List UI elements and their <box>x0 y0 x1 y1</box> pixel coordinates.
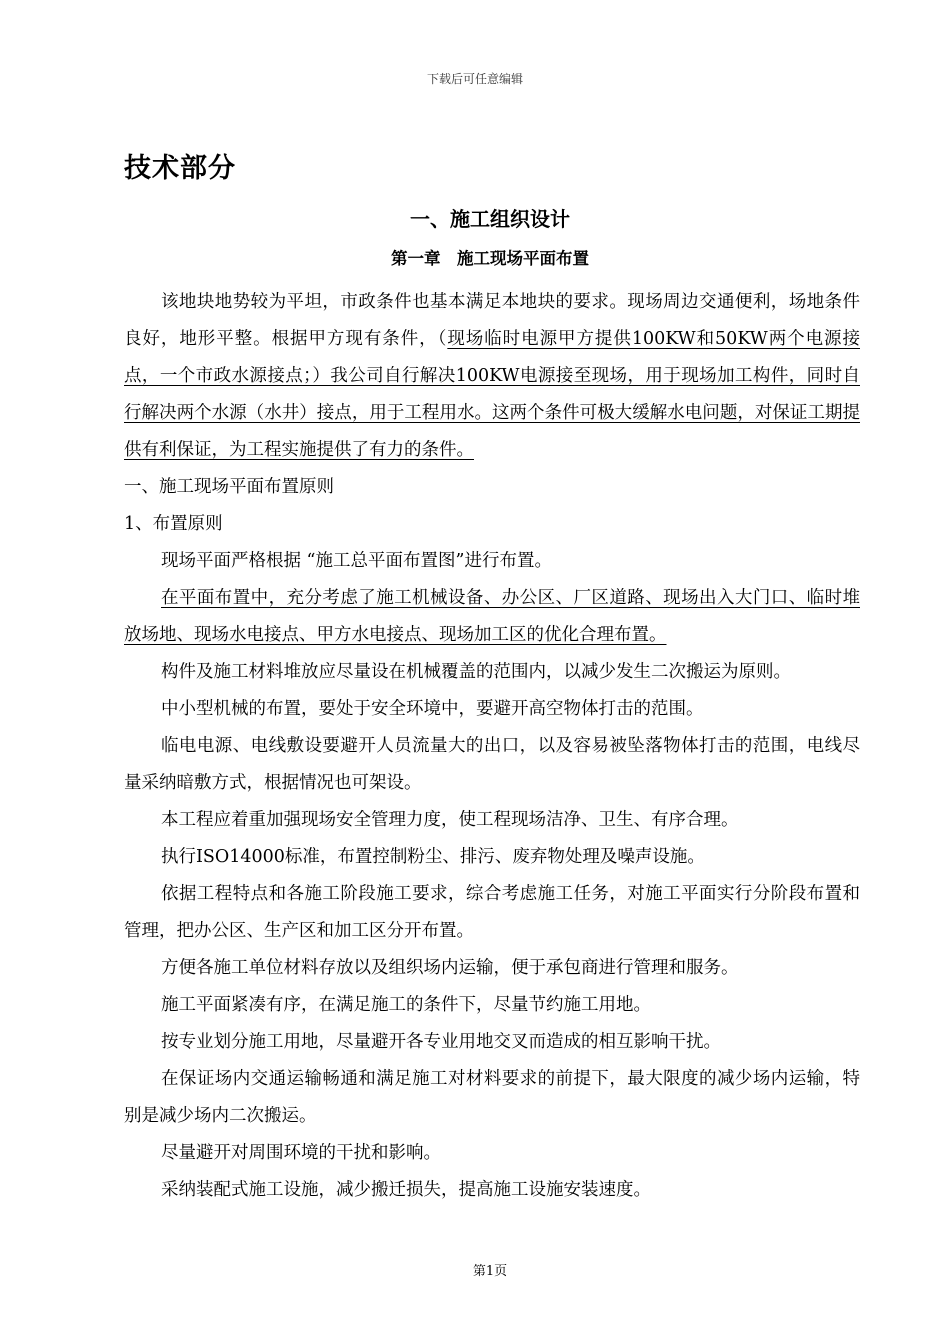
heading-principles: 一、施工现场平面布置原则 <box>124 477 334 497</box>
principle-item-underlined: 在平面布置中，充分考虑了施工机械设备、办公区、厂区道路、现场出入大门口、临时堆放场地、现场水电接点、甲方水电接点、现场加工区的优化合理布置。 <box>124 588 860 645</box>
principle-item: 中小型机械的布置，要处于安全环境中，要避开高空物体打击的范围。 <box>161 699 704 719</box>
page-number: 第1页 <box>472 1264 508 1279</box>
document-title: 技术部分 <box>124 153 236 184</box>
principle-item: 本工程应着重加强现场安全管理力度，使工程现场洁净、卫生、有序合理。 <box>161 810 739 830</box>
principle-item: 临电电源、电线敷设要避开人员流量大的出口，以及容易被坠落物体打击的范围，电线尽量采纳暗敷方式，根据情况也可架设。 <box>124 736 860 793</box>
section-title: 一、施工组织设计 <box>410 207 570 231</box>
principle-item: 在保证场内交通运输畅通和满足施工对材料要求的前提下，最大限度的减少场内运输，特别是减少场内二次搬运。 <box>124 1069 860 1126</box>
document-body <box>124 284 860 1209</box>
principle-item: 执行ISO14000标准，布置控制粉尘、排污、废弃物处理及噪声设施。 <box>161 847 705 867</box>
intro-paragraph <box>124 284 860 469</box>
principle-item: 采纳装配式施工设施，减少搬迁损失，提高施工设施安装速度。 <box>161 1180 651 1200</box>
header-note: 下载后可任意编辑 <box>426 72 523 86</box>
principle-item: 依据工程特点和各施工阶段施工要求，综合考虑施工任务，对施工平面实行分阶段布置和管理，把办公区、生产区和加工区分开布置。 <box>124 884 860 941</box>
principle-item: 现场平面严格根据 “施工总平面布置图”进行布置。 <box>161 551 552 571</box>
intro-underlined-text: 现场临时电源甲方提供100KW和50KW两个电源接点，一个市政水源接点；）我公司自行解决100KW电源接至现场，用于现场加工构件，同时自行解决两个水源（水井）接点，用于工程用水。这两个条件可极大缓解水电问题，对保证工期提供有利保证，为工程实施提供了有力的条件。 <box>124 329 860 460</box>
heading-layout: 1、布置原则 <box>124 514 223 534</box>
principle-item: 尽量避开对周围环境的干扰和影响。 <box>161 1143 441 1163</box>
intro-text: 该地块地势较为平坦，市政条件也基本满足本地块的要求。现场周边交通便利，场地条件良好，地形平整。根据甲方现有条件，（ <box>124 292 860 349</box>
principle-item <box>124 580 860 654</box>
principle-item: 方便各施工单位材料存放以及组织场内运输，便于承包商进行管理和服务。 <box>161 958 739 978</box>
principle-item: 构件及施工材料堆放应尽量设在机械覆盖的范围内，以减少发生二次搬运为原则。 <box>161 662 791 682</box>
chapter-title: 第一章 施工现场平面布置 <box>391 249 589 268</box>
principle-item: 施工平面紧凑有序，在满足施工的条件下，尽量节约施工用地。 <box>161 995 651 1015</box>
principle-item: 按专业划分施工用地，尽量避开各专业用地交叉而造成的相互影响干扰。 <box>161 1032 721 1052</box>
